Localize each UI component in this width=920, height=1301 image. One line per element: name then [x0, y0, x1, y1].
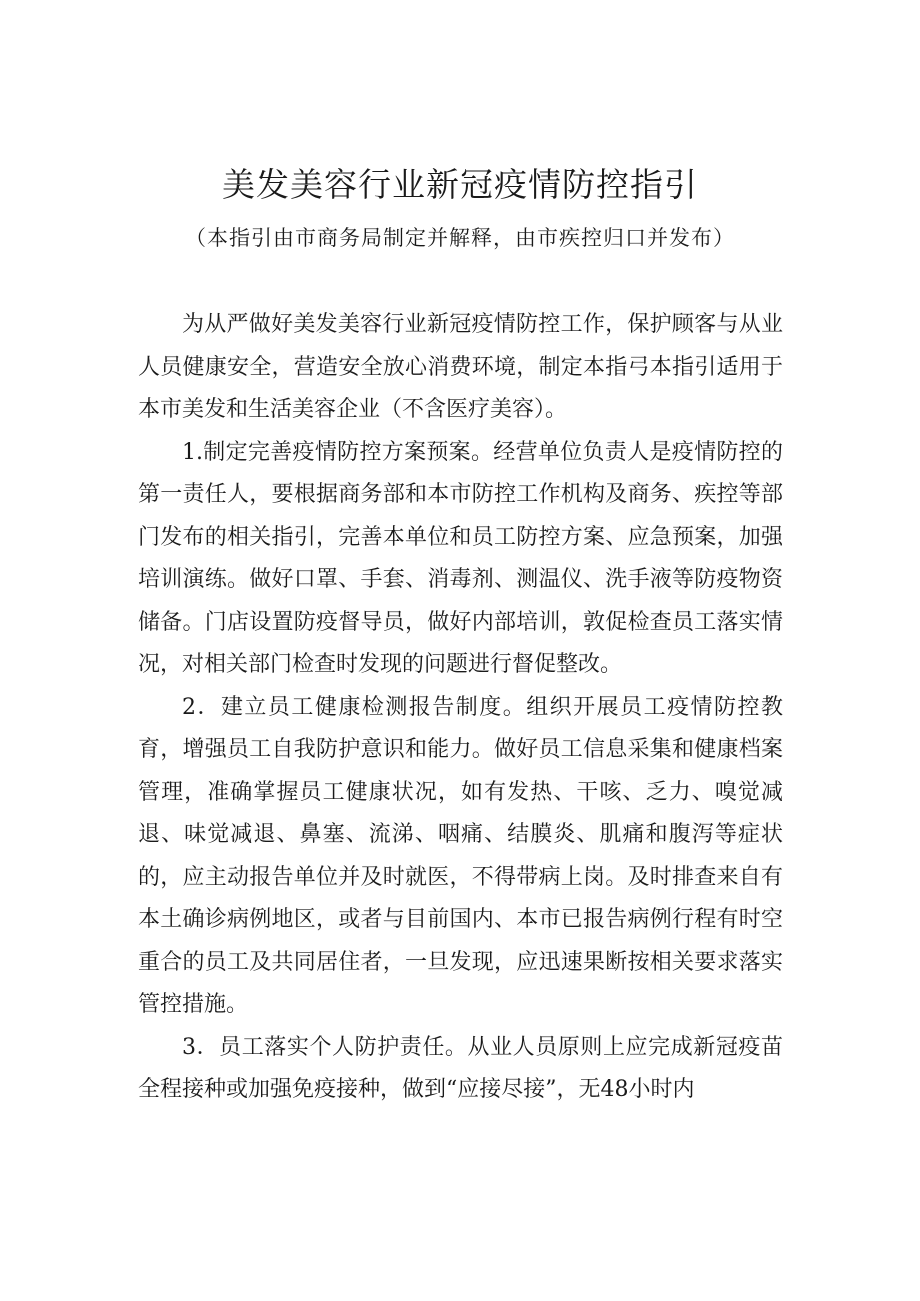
document-body [138, 304, 783, 1112]
intro-paragraph: 为从严做好美发美容行业新冠疫情防控工作，保护顾客与从业人员健康安全，营造安全放心消费环境，制定本指弓本指引适用于本市美发和生活美容企业（不含医疗美容）。 [138, 312, 783, 422]
section-1-paragraph: 1.制定完善疫情防控方案预案。经营单位负责人是疫情防控的第一责任人，要根据商务部和本市防控工作机构及商务、疾控等部门发布的相关指引，完善本单位和员工防控方案、应急预案，加强培训演练。做好口罩、手套、消毒剂、测温仪、洗手液等防疫物资储备。门店设置防疫督导员，做好内部培训，敦促检查员工落实情况，对相关部门检查时发现的问题进行督促整改。 [138, 439, 783, 677]
section-2-paragraph: 2．建立员工健康检测报告制度。组织开展员工疫情防控教育，增强员工自我防护意识和能力。做好员工信息采集和健康档案管理，准确掌握员工健康状况，如有发热、干咳、乏力、嗅觉减退、味觉减退、鼻塞、流涕、咽痛、结膜炎、肌痛和腹泻等症状的，应主动报告单位并及时就医，不得带病上岗。及时排查来自有本土确诊病例地区，或者与目前国内、本市已报告病例行程有时空重合的员工及共同居住者，一旦发现，应迅速果断按相关要求落实管控措施。 [138, 694, 783, 1017]
document-title: 美发美容行业新冠疫情防控指引 [222, 165, 698, 204]
document-subtitle: （本指引由市商务局制定并解释，由市疾控归口并发布） [185, 226, 735, 250]
section-3-paragraph: 3．员工落实个人防护责任。从业人员原则上应完成新冠疫苗全程接种或加强免疫接种，做到“应接尽接”，无48小时内 [138, 1034, 783, 1102]
